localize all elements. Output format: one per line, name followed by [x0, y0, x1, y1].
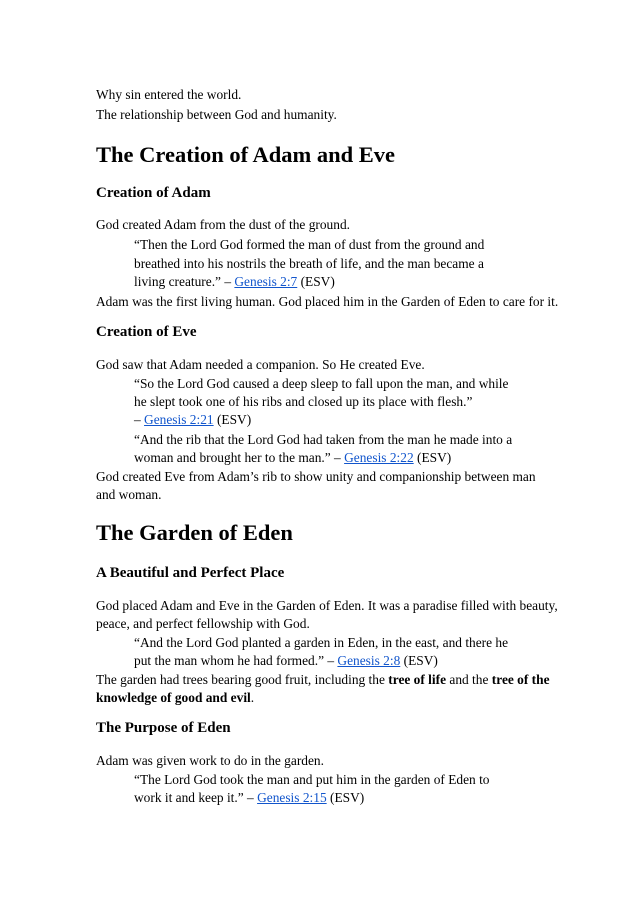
place-quote-text: put the man whom he had formed.” – [134, 653, 338, 668]
section-title-creation: The Creation of Adam and Eve [96, 142, 395, 167]
adam-paragraph-2: Adam was the first living human. God placed him in the Garden of Eden to care for it. [96, 294, 559, 309]
adam-quote-line-3 [134, 273, 335, 290]
eve-quote2-line-1: “And the rib that the Lord God had taken from the man he made into a [134, 432, 513, 447]
adam-quote-line-2: breathed into his nostrils the breath of life, and the man became a [134, 256, 484, 271]
eve-paragraph-1: God saw that Adam needed a companion. So He created Eve. [96, 357, 425, 372]
eve-paragraph-2-line-1: God created Eve from Adam’s rib to show unity and companionship between man [96, 469, 536, 484]
purpose-quote-version: (ESV) [326, 790, 365, 805]
heading-purpose-of-eden: The Purpose of Eden [96, 720, 231, 736]
place-quote-line-2 [134, 652, 438, 669]
tree-of-knowledge-term-part-2: knowledge of good and evil [96, 690, 251, 705]
section-title-garden: The Garden of Eden [96, 520, 293, 545]
eve-quote1-dash: – [134, 412, 145, 427]
purpose-quote-line-2 [134, 789, 364, 806]
place-quote-line-1: “And the Lord God planted a garden in Eden, in the east, and there he [134, 635, 509, 650]
place-p2-text-a: The garden had trees bearing good fruit, including the [96, 672, 389, 687]
eve-quote1-line-2: he slept took one of his ribs and closed up its place with flesh.” [134, 394, 473, 409]
place-paragraph-1-line-2: peace, and perfect fellowship with God. [96, 616, 310, 631]
intro-line-2: The relationship between God and humanity. [96, 107, 337, 122]
tree-of-life-term: tree of life [388, 672, 447, 687]
heading-creation-of-adam: Creation of Adam [96, 185, 211, 201]
place-paragraph-2-line-1 [96, 671, 550, 688]
place-p2-text-c: and the [446, 672, 492, 687]
genesis-2-7-link[interactable]: Genesis 2:7 [234, 274, 298, 289]
tree-of-knowledge-term-part-1: tree of the [491, 672, 550, 687]
heading-creation-of-eve: Creation of Eve [96, 324, 197, 340]
purpose-quote-line-1: “The Lord God took the man and put him in the garden of Eden to [134, 772, 490, 787]
intro-line-1: Why sin entered the world. [96, 87, 242, 102]
place-paragraph-1-line-1: God placed Adam and Eve in the Garden of Eden. It was a paradise filled with beauty, [96, 598, 558, 613]
purpose-quote-text: work it and keep it.” – [134, 790, 258, 805]
purpose-paragraph-1: Adam was given work to do in the garden. [96, 753, 324, 768]
adam-quote-line-1: “Then the Lord God formed the man of dust from the ground and [134, 237, 485, 252]
genesis-2-15-link[interactable]: Genesis 2:15 [257, 790, 327, 805]
eve-quote1-line-3 [134, 411, 251, 428]
adam-quote-text: living creature.” – [134, 274, 235, 289]
eve-quote2-line-2 [134, 449, 451, 466]
adam-quote-version: (ESV) [297, 274, 335, 289]
genesis-2-22-link[interactable]: Genesis 2:22 [344, 450, 414, 465]
eve-quote2-text: woman and brought her to the man.” – [134, 450, 345, 465]
eve-quote2-version: (ESV) [413, 450, 452, 465]
genesis-2-21-link[interactable]: Genesis 2:21 [144, 412, 214, 427]
eve-quote1-version: (ESV) [213, 412, 252, 427]
eve-quote1-line-1: “So the Lord God caused a deep sleep to fall upon the man, and while [134, 376, 509, 391]
place-quote-version: (ESV) [400, 653, 438, 668]
genesis-2-8-link[interactable]: Genesis 2:8 [337, 653, 401, 668]
eve-paragraph-2-line-2: and woman. [96, 487, 162, 502]
place-p2-period: . [250, 690, 255, 705]
adam-paragraph-1: God created Adam from the dust of the ground. [96, 217, 350, 232]
place-paragraph-2-line-2 [96, 689, 254, 706]
heading-beautiful-place: A Beautiful and Perfect Place [96, 565, 285, 581]
